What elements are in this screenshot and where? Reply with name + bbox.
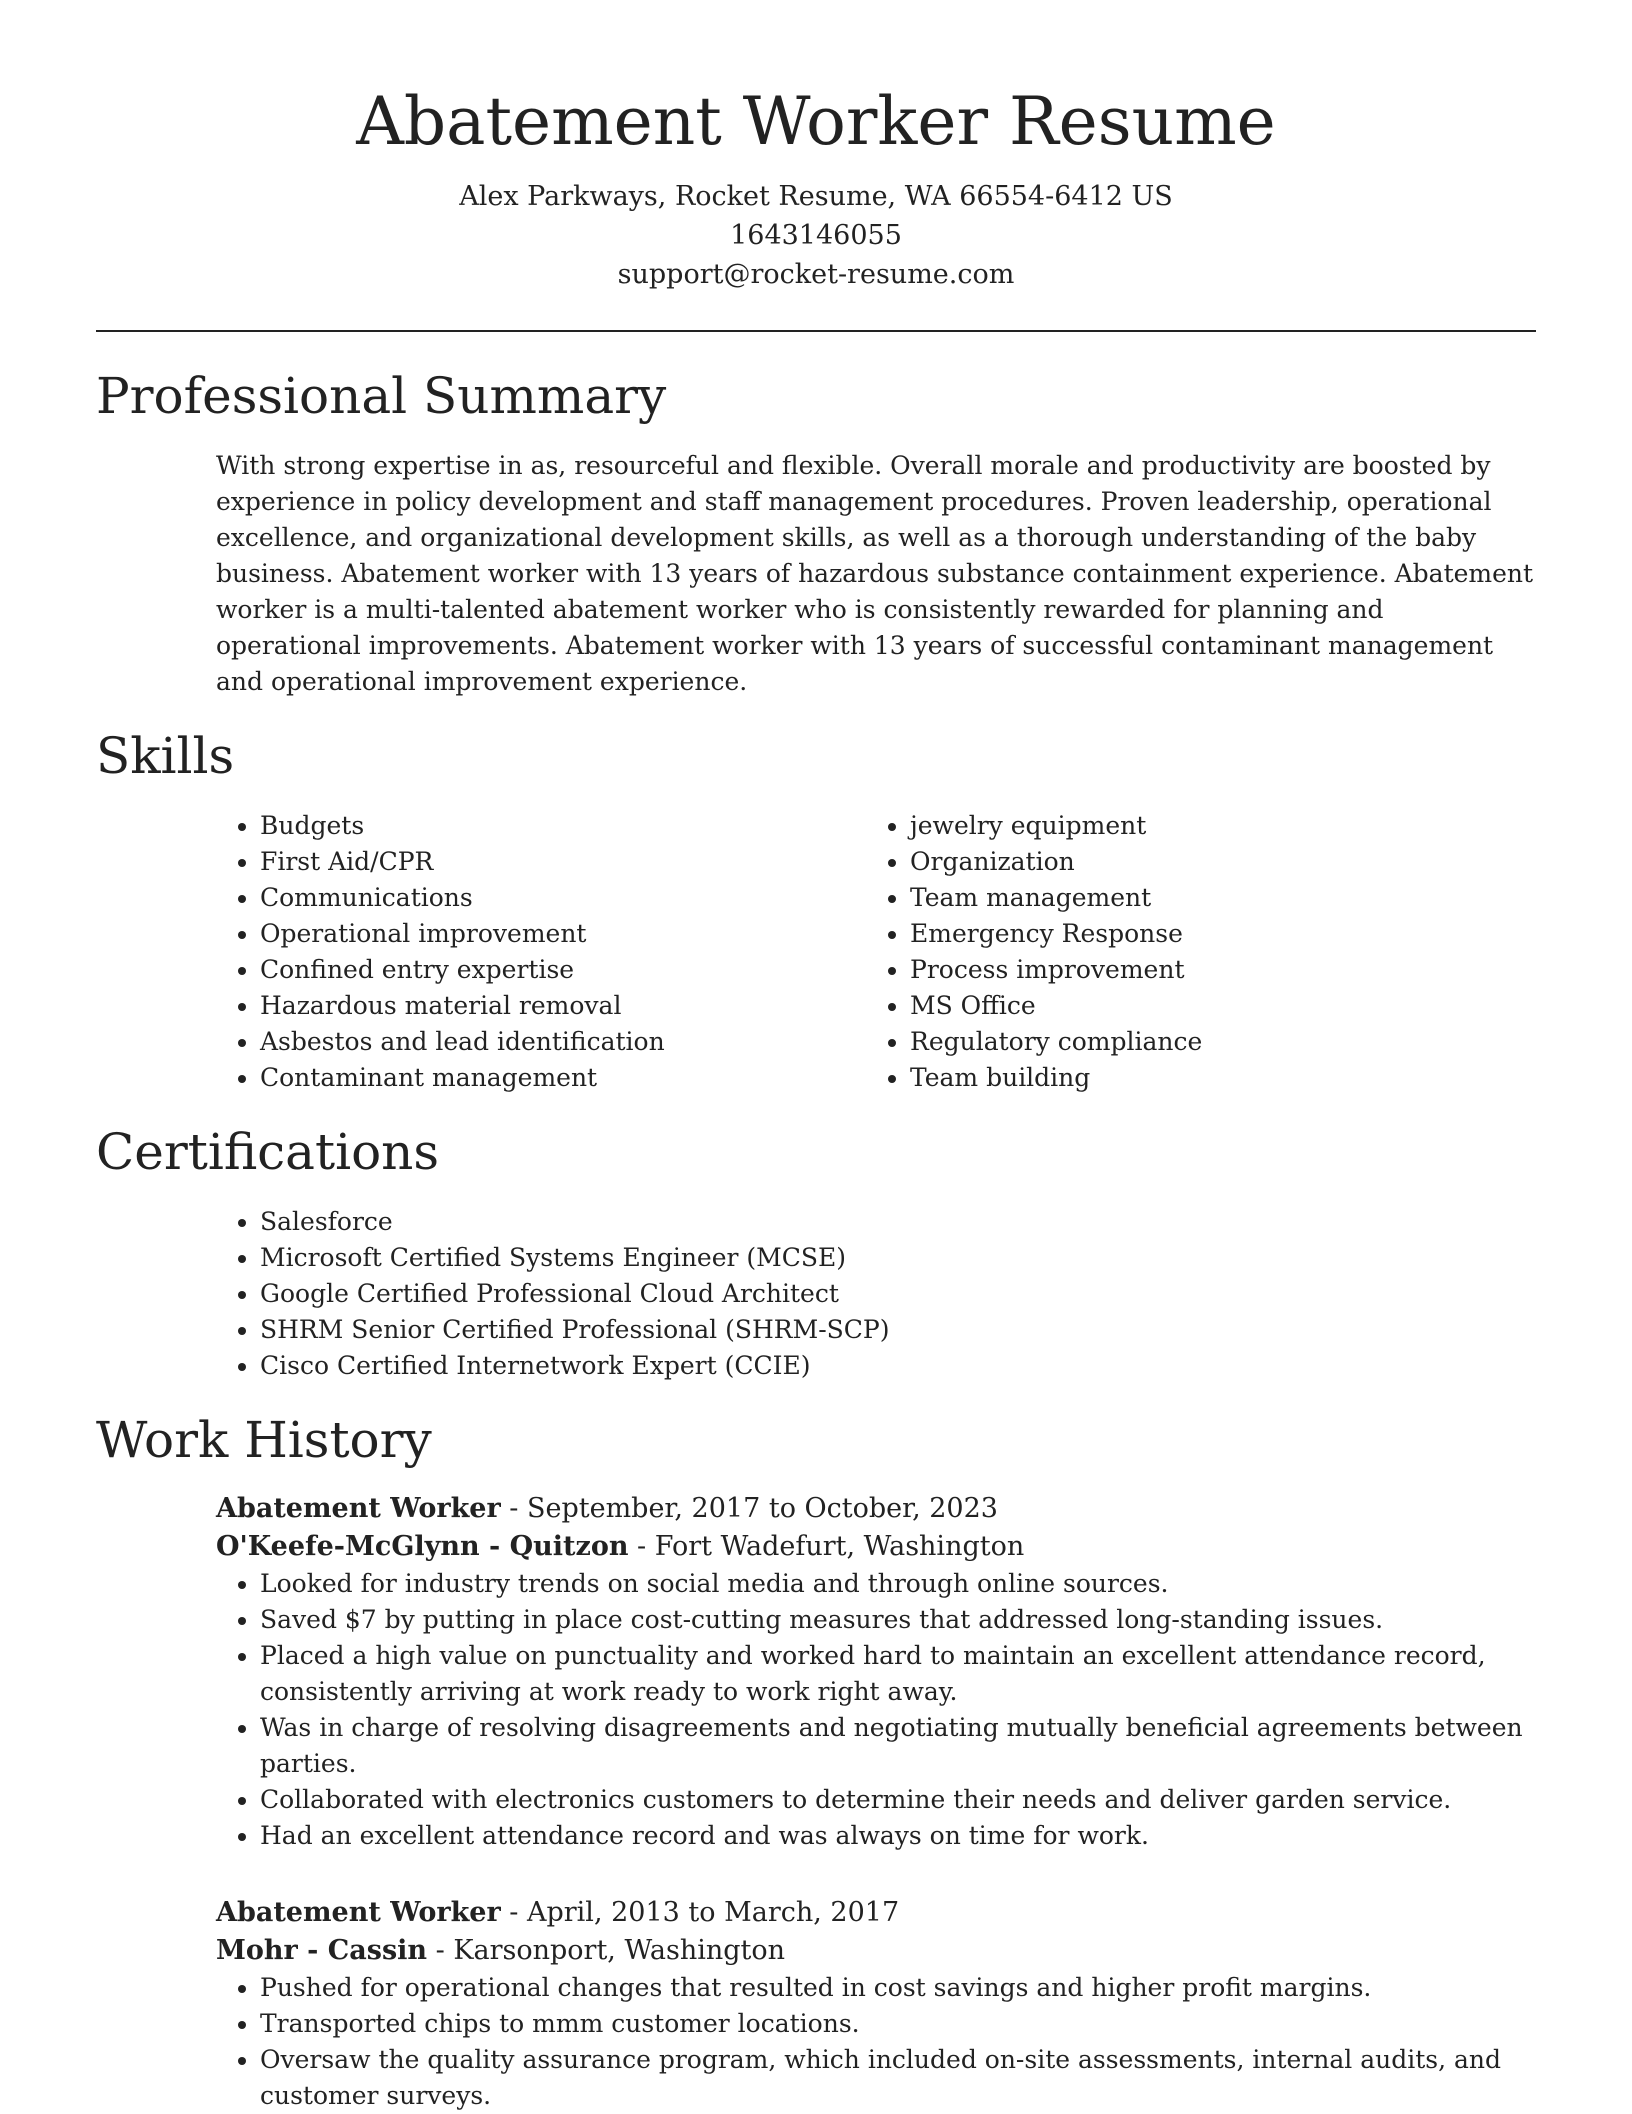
- certification-item: • Cisco Certified Internetwork Expert (CCIE): [260, 1348, 1536, 1384]
- job-title-line: Abatement Worker - September, 2017 to October, 2023: [216, 1492, 998, 1524]
- section-summary: [96, 366, 1536, 700]
- job-entry: [216, 1490, 1536, 1854]
- job-title: Abatement Worker: [216, 1896, 501, 1928]
- skill-item: • Regulatory compliance: [910, 1024, 1516, 1060]
- skill-item: • Communications: [260, 880, 866, 916]
- contact-block: [96, 177, 1536, 294]
- section-title-work-history: Work History: [96, 1410, 432, 1469]
- certification-item: • Microsoft Certified Systems Engineer (MCSE): [260, 1240, 1536, 1276]
- duty-item: • Oversaw the quality assurance program, which included on-site assessments, internal audits, and customer surveys.: [260, 2042, 1536, 2114]
- skills-column-left: [216, 808, 866, 1096]
- page-title: Abatement Worker Resume: [356, 83, 1276, 160]
- skill-item: • Team management: [910, 880, 1516, 916]
- section-title-skills: Skills: [96, 726, 235, 785]
- job-company-line: O'Keefe-McGlynn - Quitzon - Fort Wadefurt, Washington: [216, 1530, 1025, 1562]
- duty-item: • Was in charge of resolving disagreements and negotiating mutually beneficial agreements between parties.: [260, 1710, 1536, 1782]
- contact-phone: 1643146055: [730, 219, 902, 251]
- contact-email: support@rocket-resume.com: [617, 258, 1015, 290]
- certification-item: • Salesforce: [260, 1204, 1536, 1240]
- skill-item: • Team building: [910, 1060, 1516, 1096]
- skill-item: • MS Office: [910, 988, 1516, 1024]
- skills-list-left: [216, 808, 866, 1096]
- job-duties: [216, 1970, 1536, 2114]
- job-company: O'Keefe-McGlynn - Quitzon: [216, 1530, 629, 1562]
- summary-text: With strong expertise in as, resourceful and flexible. Overall morale and productivity are boosted by experience in policy development and staff management procedures. Proven leadership, operational excellence, and organizational development skills, as well as a thorough understanding of the baby business. Abatement worker with 13 years of hazardous substance containment experience. Abatement worker is a multi-talented abatement worker who is consistently rewarded for planning and operational improvements. Abatement worker with 13 years of successful contaminant management and operational improvement experience.: [216, 450, 1534, 696]
- section-title-summary: Professional Summary: [96, 366, 667, 425]
- duty-item: • Collaborated with electronics customers to determine their needs and deliver garden service.: [260, 1782, 1536, 1818]
- duty-item: • Pushed for operational changes that resulted in cost savings and higher profit margins.: [260, 1970, 1536, 2006]
- contact-address: Alex Parkways, Rocket Resume, WA 66554-6412 US: [459, 180, 1173, 212]
- section-title-certifications: Certifications: [96, 1122, 440, 1181]
- job-company-line: Mohr - Cassin - Karsonport, Washington: [216, 1934, 786, 1966]
- job-company: Mohr - Cassin: [216, 1934, 428, 1966]
- section-work-history: [96, 1410, 1536, 2114]
- skills-column-right: [866, 808, 1516, 1096]
- duty-item: • Had an excellent attendance record and was always on time for work.: [260, 1818, 1536, 1854]
- skill-item: • Confined entry expertise: [260, 952, 866, 988]
- resume-header: [96, 0, 1536, 294]
- section-certifications: [96, 1122, 1536, 1384]
- job-entry: [216, 1894, 1536, 2114]
- section-skills: [96, 726, 1536, 1096]
- skill-item: • Operational improvement: [260, 916, 866, 952]
- job-dates: April, 2013 to March, 2017: [526, 1896, 900, 1928]
- duty-item: • Placed a high value on punctuality and worked hard to maintain an excellent attendance record, consistently arriving at work ready to work right away.: [260, 1638, 1536, 1710]
- duty-item: • Looked for industry trends on social media and through online sources.: [260, 1566, 1536, 1602]
- certification-item: • SHRM Senior Certified Professional (SHRM-SCP): [260, 1312, 1536, 1348]
- job-dates: September, 2017 to October, 2023: [526, 1492, 998, 1524]
- job-location: Fort Wadefurt, Washington: [654, 1530, 1025, 1562]
- duty-item: • Transported chips to mmm customer locations.: [260, 2006, 1536, 2042]
- skill-item: • Organization: [910, 844, 1516, 880]
- certifications-bullets: [216, 1204, 1536, 1384]
- job-title-line: Abatement Worker - April, 2013 to March, 2017: [216, 1896, 900, 1928]
- skill-item: • jewelry equipment: [910, 808, 1516, 844]
- skill-item: • Budgets: [260, 808, 866, 844]
- certifications-list: [216, 1204, 1536, 1384]
- certification-item: • Google Certified Professional Cloud Architect: [260, 1276, 1536, 1312]
- duty-item: • Saved $7 by putting in place cost-cutting measures that addressed long-standing issues.: [260, 1602, 1536, 1638]
- header-divider: [96, 330, 1536, 332]
- job-duties: [216, 1566, 1536, 1854]
- skill-item: • Process improvement: [910, 952, 1516, 988]
- job-location: Karsonport, Washington: [453, 1934, 786, 1966]
- skill-item: • Asbestos and lead identification: [260, 1024, 866, 1060]
- skill-item: • First Aid/CPR: [260, 844, 866, 880]
- skill-item: • Contaminant management: [260, 1060, 866, 1096]
- skill-item: • Hazardous material removal: [260, 988, 866, 1024]
- skills-grid: [216, 808, 1536, 1096]
- skill-item: • Emergency Response: [910, 916, 1516, 952]
- job-title: Abatement Worker: [216, 1492, 501, 1524]
- skills-list-right: [866, 808, 1516, 1096]
